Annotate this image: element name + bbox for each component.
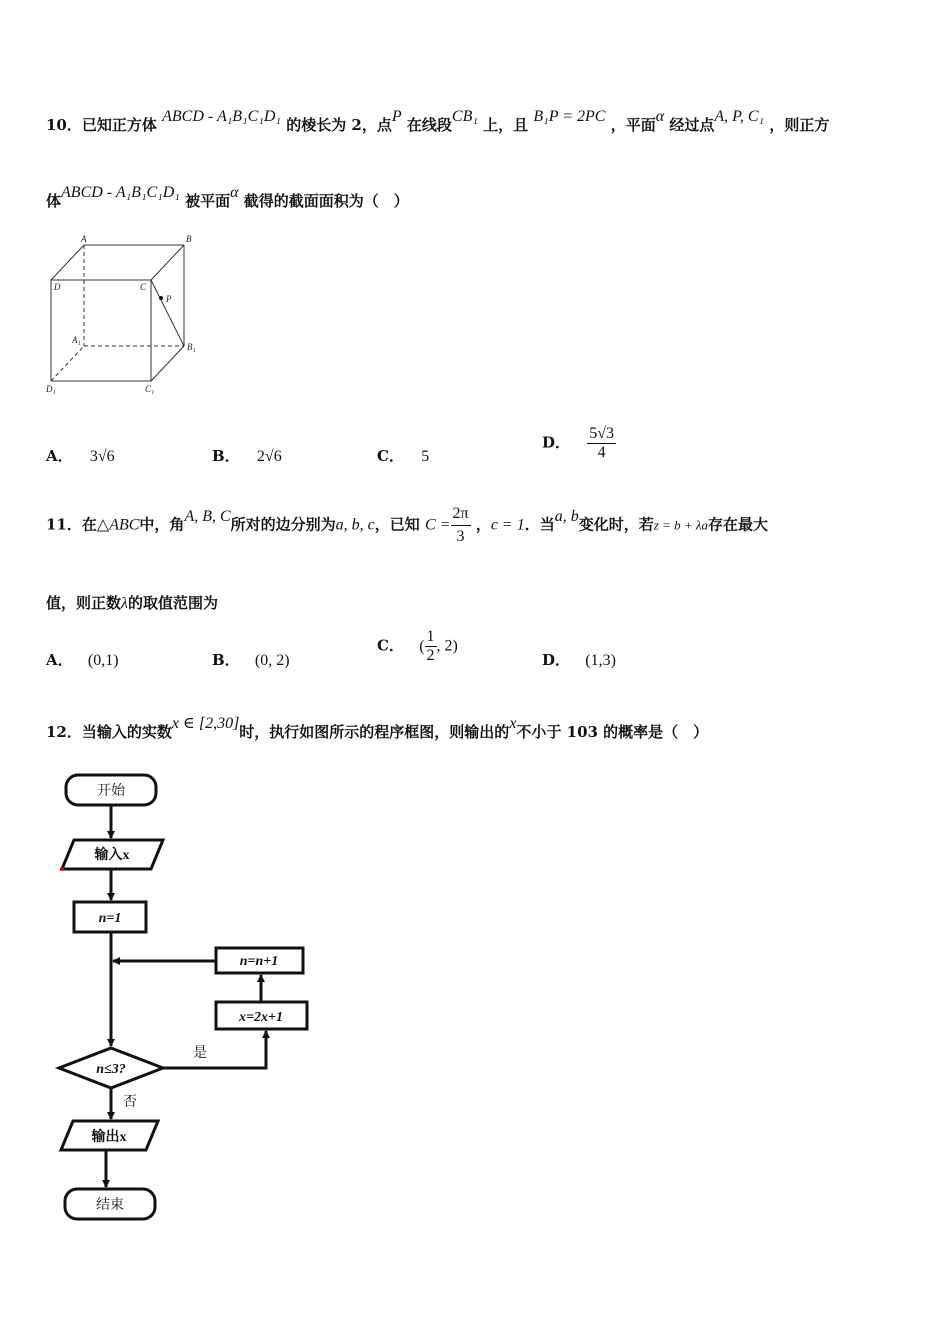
q11-text-5: ，: [475, 515, 491, 534]
q10-cube-math-2: ABCD - A₁B₁C₁D₁: [61, 184, 180, 201]
option-fraction: [587, 425, 616, 462]
q11-line2-text-2: 的取值范围为: [127, 594, 218, 612]
flow-output-label: 输出x: [91, 1130, 127, 1145]
option-value: 2√6: [256, 448, 282, 465]
option-value: (0,1): [87, 652, 119, 669]
q11-line2-text-1: 值，则正数: [46, 594, 122, 612]
option-value: 5: [421, 448, 430, 465]
option-label: B．: [212, 447, 240, 465]
q12-line1: [46, 715, 709, 742]
q10-text-3: 在线段: [406, 116, 452, 134]
flow-decision-label: n≤3?: [96, 1062, 126, 1077]
flow-incr-label: n=n+1: [239, 954, 279, 969]
q10-text-6: 经过点: [669, 116, 715, 134]
q11-text-1: 在: [81, 515, 97, 534]
q10-option-a[interactable]: [46, 445, 115, 466]
q11-text-4: ，已知: [374, 515, 420, 534]
flow-input-label: 输入x: [94, 848, 130, 863]
flow-init-label: n=1: [98, 911, 122, 926]
q10-option-b[interactable]: [212, 445, 282, 466]
q10-text-4: 上，且: [483, 116, 529, 134]
q11-text-2: 中，角: [139, 515, 185, 534]
q12-text-2: 时，执行如图所示的程序框图，则输出的: [239, 723, 510, 741]
option-label: C．: [377, 447, 404, 465]
option-label: A．: [46, 447, 73, 465]
cube-label-p: P: [166, 294, 172, 304]
q11-number: 11．: [46, 515, 82, 534]
option-label: A．: [46, 651, 73, 669]
q11-c-fraction: [451, 503, 471, 548]
q10-line2-text-2: 被平面: [185, 192, 231, 210]
q10-segment: CB₁: [451, 108, 478, 125]
q10-alpha-2: α: [230, 184, 239, 201]
q10-equation: B₁P = 2PC: [533, 108, 606, 125]
q12-text-3: 不小于 103 的概率是（ ）: [516, 723, 709, 741]
cube-label-c1: C₁: [145, 384, 155, 394]
fraction-numerator: 2π: [451, 503, 471, 526]
q11-text-7: 变化时，若: [578, 515, 654, 534]
cube-label-a: A: [81, 234, 87, 244]
q10-line2-text-3: 截得的截面面积为（ ）: [243, 192, 409, 210]
q11-option-c[interactable]: [377, 628, 458, 665]
flow-yes-label: 是: [193, 1046, 207, 1061]
q10-line2-text-1: 体: [46, 192, 62, 210]
q11-option-d[interactable]: [542, 649, 616, 670]
flowchart: [50, 765, 320, 1230]
q11-text-3: 所对的边分别为: [230, 515, 336, 534]
cube-label-b1: B₁: [187, 342, 196, 352]
cube-label-b: B: [186, 234, 192, 244]
q12-number: 12．: [46, 723, 82, 741]
fraction-numerator: 5√3: [589, 425, 615, 442]
q11-line1: [46, 503, 768, 548]
q11-c-equals: C =: [425, 516, 451, 534]
option-fraction: [425, 628, 437, 665]
q11-triangle: △ABC: [96, 516, 140, 534]
stray-red-dot: [60, 867, 64, 871]
q10-option-d[interactable]: [542, 425, 616, 462]
flow-start-label: 开始: [97, 784, 125, 799]
q10-alpha: α: [655, 108, 665, 125]
q10-option-c[interactable]: [377, 445, 429, 466]
q12-x-range: x ∈ [2,30]: [171, 715, 240, 732]
option-label: D．: [542, 651, 571, 669]
q11-option-b[interactable]: [212, 649, 290, 670]
flow-end-label: 结束: [96, 1198, 124, 1213]
q10-point-p: P: [391, 108, 402, 125]
q10-number: 10．: [46, 116, 82, 134]
cube-label-a1: A₁: [72, 335, 81, 345]
q11-line2: [46, 592, 218, 613]
q11-lambda: λ: [121, 595, 128, 612]
q11-sides: a, b, c: [335, 516, 375, 534]
option-value: (0, 2): [254, 652, 290, 669]
cube-label-c: C: [140, 282, 147, 292]
option-label: B．: [212, 651, 240, 669]
q10-text-2: 的棱长为 2，点: [286, 116, 392, 134]
fraction-numerator: 1: [426, 628, 435, 645]
fraction-denominator: 3: [456, 528, 465, 545]
fraction-denominator: 2: [426, 647, 435, 664]
option-prefix: (: [419, 637, 425, 655]
q10-text-7: ，则正方: [769, 116, 830, 134]
cube-label-d1: D₁: [46, 384, 56, 394]
q10-cube-math: ABCD - A₁B₁C₁D₁: [162, 108, 281, 125]
fraction-denominator: 4: [597, 444, 606, 461]
q11-ab: a, b: [554, 507, 579, 525]
point-p-dot: [159, 296, 163, 300]
q10-text-1: 已知正方体: [81, 116, 157, 134]
q10-text-5: ，平面: [610, 116, 656, 134]
q11-option-a[interactable]: [46, 649, 119, 670]
q11-text-6: ．当: [524, 515, 555, 534]
q11-angles: A, B, C: [184, 507, 231, 525]
cube-figure: [40, 232, 210, 402]
q10-line2: [46, 184, 409, 211]
option-label: C．: [377, 636, 404, 655]
q11-z-expr: z = b + λa: [653, 517, 708, 533]
q11-text-8: 存在最大: [708, 515, 769, 534]
q12-x: x: [509, 715, 517, 732]
cube-label-d: D: [54, 282, 61, 292]
q10-line1: [46, 108, 830, 135]
option-value: 3√6: [89, 448, 115, 465]
flow-no-label: 否: [123, 1095, 137, 1110]
q10-points: A, P, C₁: [714, 108, 765, 125]
option-value: (1,3): [585, 652, 616, 669]
q12-text-1: 当输入的实数: [81, 723, 172, 741]
option-suffix: , 2): [436, 637, 458, 655]
q11-c-one: c = 1: [490, 516, 525, 534]
flow-assign-label: x=2x+1: [239, 1010, 283, 1025]
option-label: D．: [542, 433, 571, 452]
